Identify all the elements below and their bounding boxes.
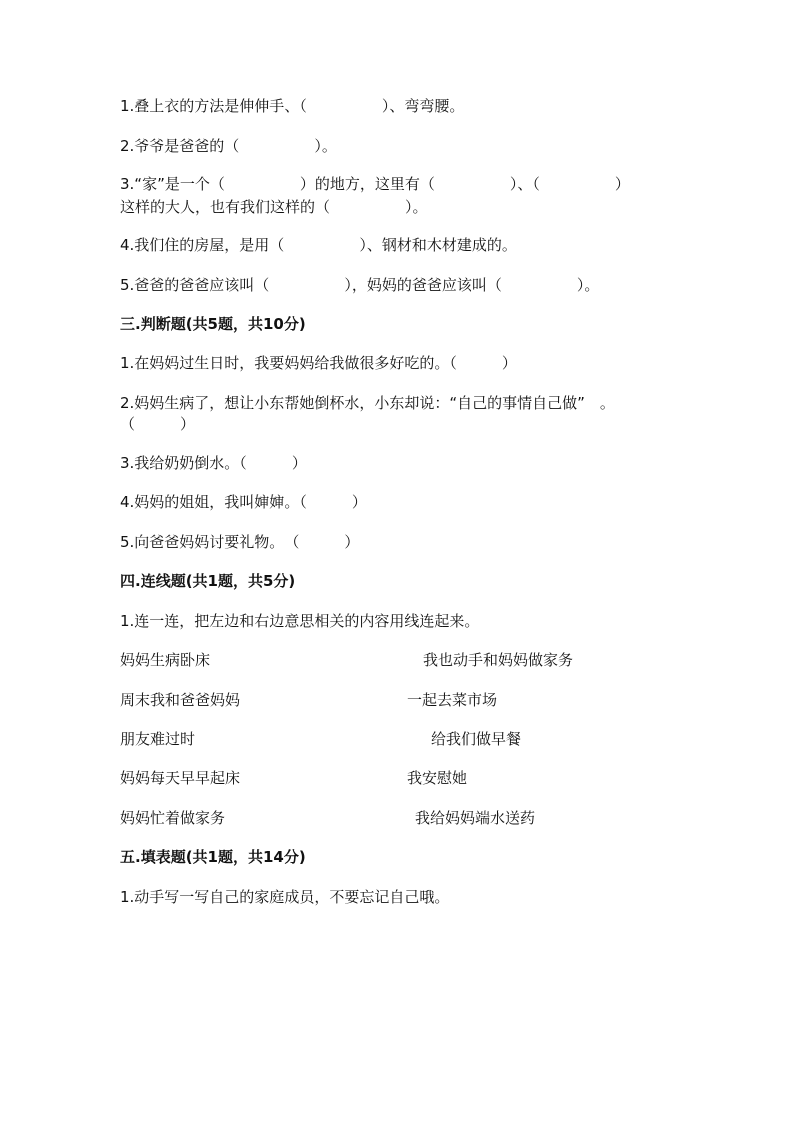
- match-right-item-2: 一起去菜市场: [407, 691, 498, 709]
- match-left-item-5: 妈妈忙着做家务: [120, 809, 226, 827]
- match-left-item-4: 妈妈每天早早起床: [120, 769, 241, 787]
- match-right-item-1: 我也动手和妈妈做家务: [423, 651, 574, 669]
- judge-item-1: 1.在妈妈过生日时，我要妈妈给我做很多好吃的。（ ）: [120, 354, 517, 372]
- judge-item-4: 4.妈妈的姐姐，我叫婶婶。（ ）: [120, 493, 367, 511]
- fill-blank-item-3-line-2: 这样的大人，也有我们这样的（ ）。: [120, 198, 428, 216]
- judge-item-5: 5.向爸爸妈妈讨要礼物。 （ ）: [120, 533, 360, 551]
- judge-item-3: 3.我给奶奶倒水。（ ）: [120, 454, 307, 472]
- fill-blank-item-2: 2.爷爷是爸爸的（ ）。: [120, 137, 337, 155]
- match-right-item-5: 我给妈妈端水送药: [415, 809, 536, 827]
- fill-blank-item-3-line-1: 3.“家”是一个（ ）的地方，这里有（ ）、（ ）: [120, 175, 630, 193]
- match-right-item-4: 我安慰她: [407, 769, 468, 787]
- judge-item-2-line-1: 2.妈妈生病了，想让小东帮她倒杯水，小东却说：“自己的事情自己做” 。: [120, 394, 615, 412]
- table-question: 1.动手写一写自己的家庭成员，不要忘记自己哦。: [120, 888, 450, 906]
- judge-item-2-line-2: （ ）: [120, 415, 196, 433]
- matching-question: 1.连一连，把左边和右边意思相关的内容用线连起来。: [120, 612, 480, 630]
- section-3-heading: 三.判断题(共5题，共10分): [120, 315, 306, 333]
- section-5-heading: 五.填表题(共1题，共14分): [120, 848, 306, 866]
- match-left-item-2: 周末我和爸爸妈妈: [120, 691, 241, 709]
- match-left-item-1: 妈妈生病卧床: [120, 651, 211, 669]
- match-left-item-3: 朋友难过时: [120, 730, 196, 748]
- fill-blank-item-1: 1.叠上衣的方法是伸伸手、（ ）、弯弯腰。: [120, 97, 465, 115]
- fill-blank-item-5: 5.爸爸的爸爸应该叫（ ），妈妈的爸爸应该叫（ ）。: [120, 276, 600, 294]
- fill-blank-item-4: 4.我们住的房屋，是用（ ）、钢材和木材建成的。: [120, 236, 517, 254]
- section-4-heading: 四.连线题(共1题，共5分): [120, 572, 296, 590]
- match-right-item-3: 给我们做早餐: [431, 730, 522, 748]
